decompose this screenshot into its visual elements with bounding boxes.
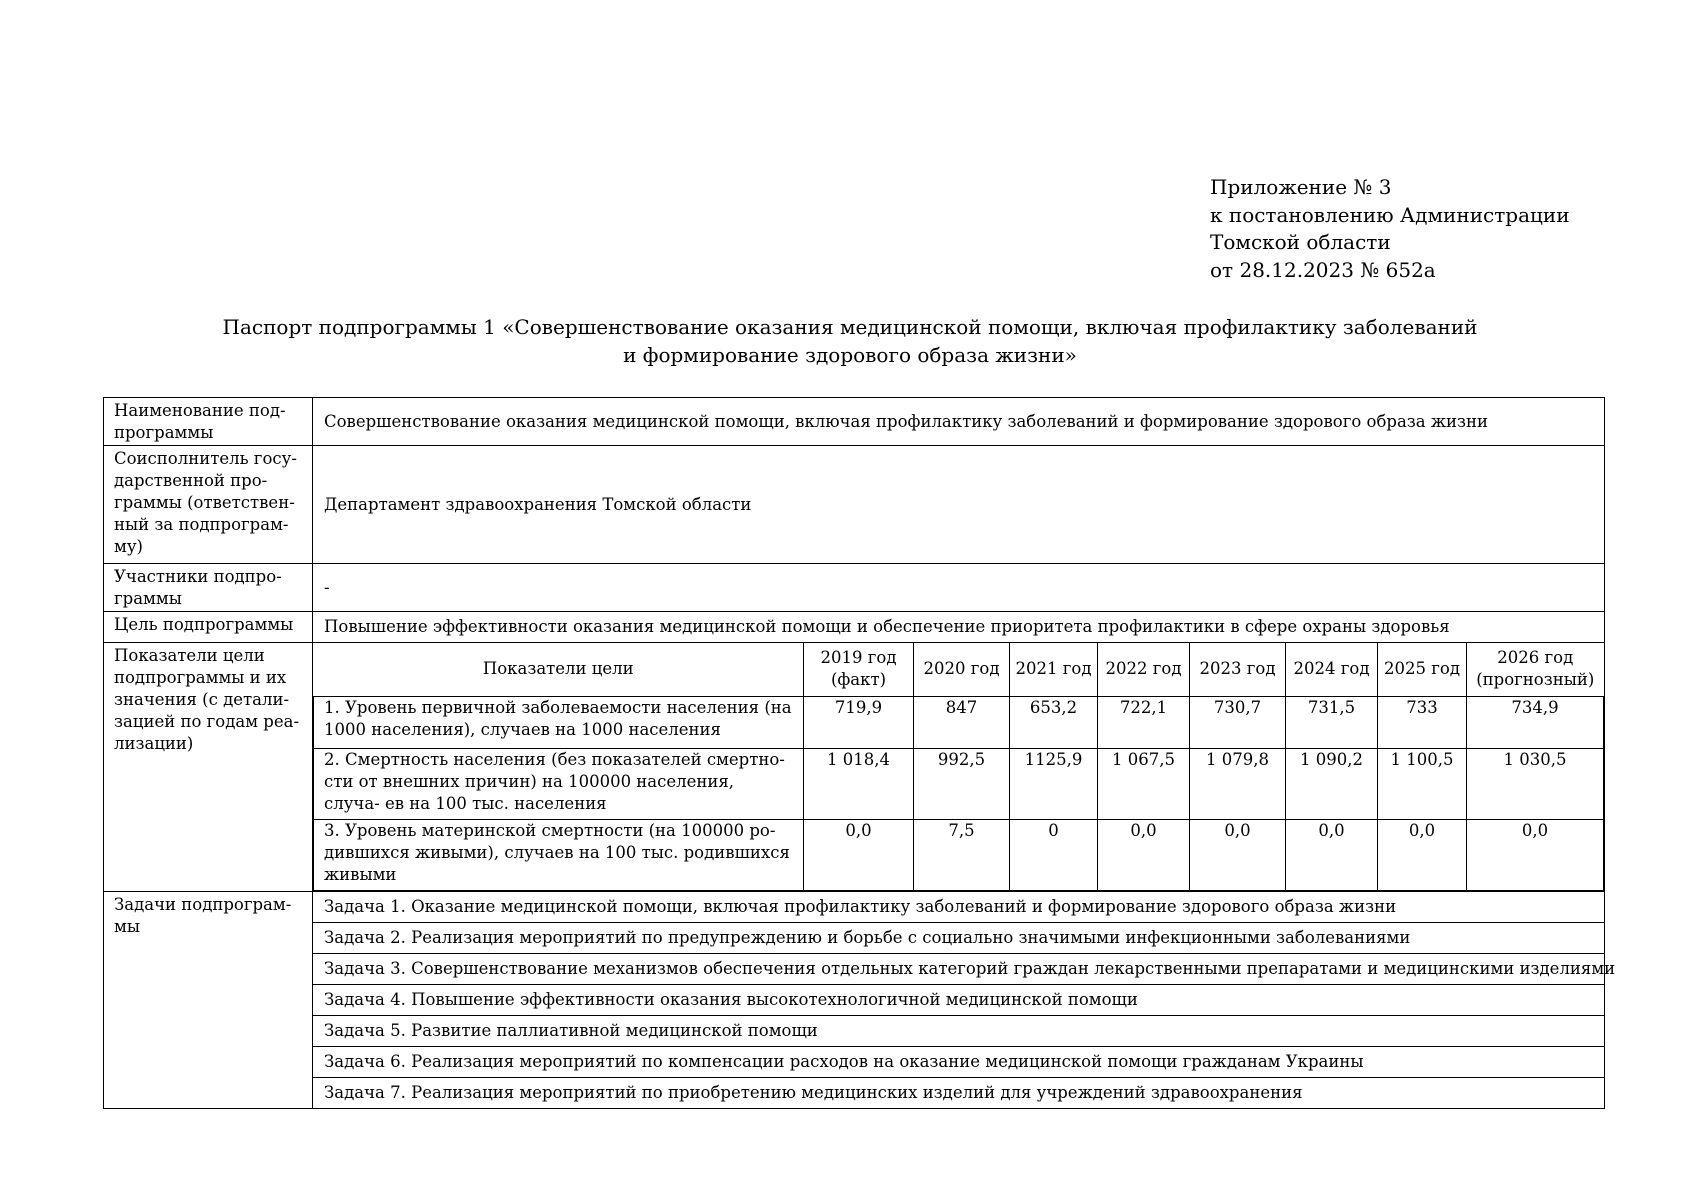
header-2019: 2019 год (факт) — [804, 643, 914, 696]
label-coexecutor: Соисполнитель госу- дарственной про- граммы (ответствен- ный за подпрограм- му) — [104, 446, 313, 564]
indicator-value: 1 079,8 — [1190, 748, 1286, 819]
task-item-3: Задача 3. Совершенствование механизмов обеспечения отдельных категорий граждан лекарственными препаратами и медицинскими изделиями — [313, 954, 1604, 985]
indicator-value: 734,9 — [1467, 696, 1604, 748]
task-item-1: Задача 1. Оказание медицинской помощи, включая профилактику заболеваний и формирование здорового образа жизни — [313, 892, 1604, 923]
indicator-name-2: 2. Смертность населения (без показателей смертно- сти от внешних причин) на 100000 населения, случа- ев на 100 тыс. населения — [314, 748, 804, 819]
task-item-5: Задача 5. Развитие паллиативной медицинской помощи — [313, 1016, 1604, 1047]
indicator-value: 0,0 — [1286, 819, 1378, 890]
header-2021: 2021 год — [1010, 643, 1098, 696]
indicator-value: 1 018,4 — [804, 748, 914, 819]
task-item-6: Задача 6. Реализация мероприятий по компенсации расходов на оказание медицинской помощи гражданам Украины — [313, 1047, 1604, 1078]
header-2023: 2023 год — [1190, 643, 1286, 696]
indicator-value: 1 100,5 — [1378, 748, 1467, 819]
indicator-value: 0,0 — [804, 819, 914, 890]
task-item-7: Задача 7. Реализация мероприятий по приобретению медицинских изделий для учреждений здравоохранения — [324, 1082, 1303, 1102]
header-indicator-name: Показатели цели — [314, 643, 804, 696]
label-name: Наименование под- программы — [104, 398, 313, 446]
title-line-2: и формирование здорового образа жизни» — [623, 343, 1077, 367]
value-goal: Повышение эффективности оказания медицинской помощи и обеспечение приоритета профилактики в сфере охраны здоровья — [313, 612, 1605, 643]
row-name — [104, 398, 1605, 446]
indicator-value: 733 — [1378, 696, 1467, 748]
indicators-header-row — [314, 643, 1604, 696]
header-2022: 2022 год — [1098, 643, 1190, 696]
indicator-name-3: 3. Уровень материнской смертности (на 100000 ро- дившихся живыми), случаев на 100 тыс. родившихся живыми — [314, 819, 804, 890]
task-list — [313, 892, 1616, 1108]
row-coexecutor — [104, 446, 1605, 564]
passport-table — [103, 397, 1616, 1109]
indicator-value: 722,1 — [1098, 696, 1190, 748]
indicator-value: 0,0 — [1190, 819, 1286, 890]
label-tasks: Задачи подпрограм- мы — [104, 891, 313, 1108]
task-item-2: Задача 2. Реализация мероприятий по предупреждению и борьбе с социально значимыми инфекционными заболеваниями — [313, 923, 1604, 954]
document-title — [150, 313, 1550, 369]
label-indicators: Показатели цели подпрограммы и их значения (с детали- зацией по годам реа- лизации) — [104, 643, 313, 892]
indicator-value: 719,9 — [804, 696, 914, 748]
row-indicators — [104, 643, 1605, 892]
indicator-value: 992,5 — [914, 748, 1010, 819]
indicator-name-1: 1. Уровень первичной заболеваемости населения (на 1000 населения), случаев на 1000 населения — [314, 696, 804, 748]
value-name: Совершенствование оказания медицинской помощи, включая профилактику заболеваний и формирование здорового образа жизни — [313, 398, 1605, 446]
indicator-value: 1 030,5 — [1467, 748, 1604, 819]
indicator-value: 1 067,5 — [1098, 748, 1190, 819]
row-participants — [104, 564, 1605, 612]
value-coexecutor: Департамент здравоохранения Томской области — [313, 446, 1605, 564]
indicator-value: 0 — [1010, 819, 1098, 890]
title-line-1: Паспорт подпрограммы 1 «Совершенствование оказания медицинской помощи, включая профилактику заболеваний — [222, 315, 1478, 339]
header-2025: 2025 год — [1378, 643, 1467, 696]
appendix-line-1: Приложение № 3 — [1210, 175, 1392, 199]
indicators-table — [313, 643, 1604, 891]
indicator-value: 847 — [914, 696, 1010, 748]
value-participants: - — [313, 564, 1605, 612]
header-2020: 2020 год — [914, 643, 1010, 696]
indicator-value: 0,0 — [1098, 819, 1190, 890]
appendix-line-2: к постановлению Администрации — [1210, 202, 1570, 227]
label-participants: Участники подпро- граммы — [104, 564, 313, 612]
appendix-block — [1210, 174, 1570, 284]
indicator-row-3 — [314, 819, 1604, 890]
indicator-row-1 — [314, 696, 1604, 748]
label-goal: Цель подпрограммы — [104, 612, 313, 643]
indicator-value: 1125,9 — [1010, 748, 1098, 819]
indicator-row-2 — [314, 748, 1604, 819]
row-goal — [104, 612, 1605, 643]
indicator-value: 0,0 — [1467, 819, 1604, 890]
row-tasks — [104, 891, 1605, 1108]
indicator-value: 7,5 — [914, 819, 1010, 890]
task-item-4: Задача 4. Повышение эффективности оказания высокотехнологичной медицинской помощи — [313, 985, 1604, 1016]
indicator-value: 731,5 — [1286, 696, 1378, 748]
indicator-value: 653,2 — [1010, 696, 1098, 748]
indicator-value: 0,0 — [1378, 819, 1467, 890]
indicator-value: 730,7 — [1190, 696, 1286, 748]
header-2024: 2024 год — [1286, 643, 1378, 696]
appendix-line-3: Томской области — [1210, 230, 1391, 254]
indicator-value: 1 090,2 — [1286, 748, 1378, 819]
header-2026: 2026 год (прогнозный) — [1467, 643, 1604, 696]
appendix-line-4: от 28.12.2023 № 652а — [1210, 257, 1436, 282]
